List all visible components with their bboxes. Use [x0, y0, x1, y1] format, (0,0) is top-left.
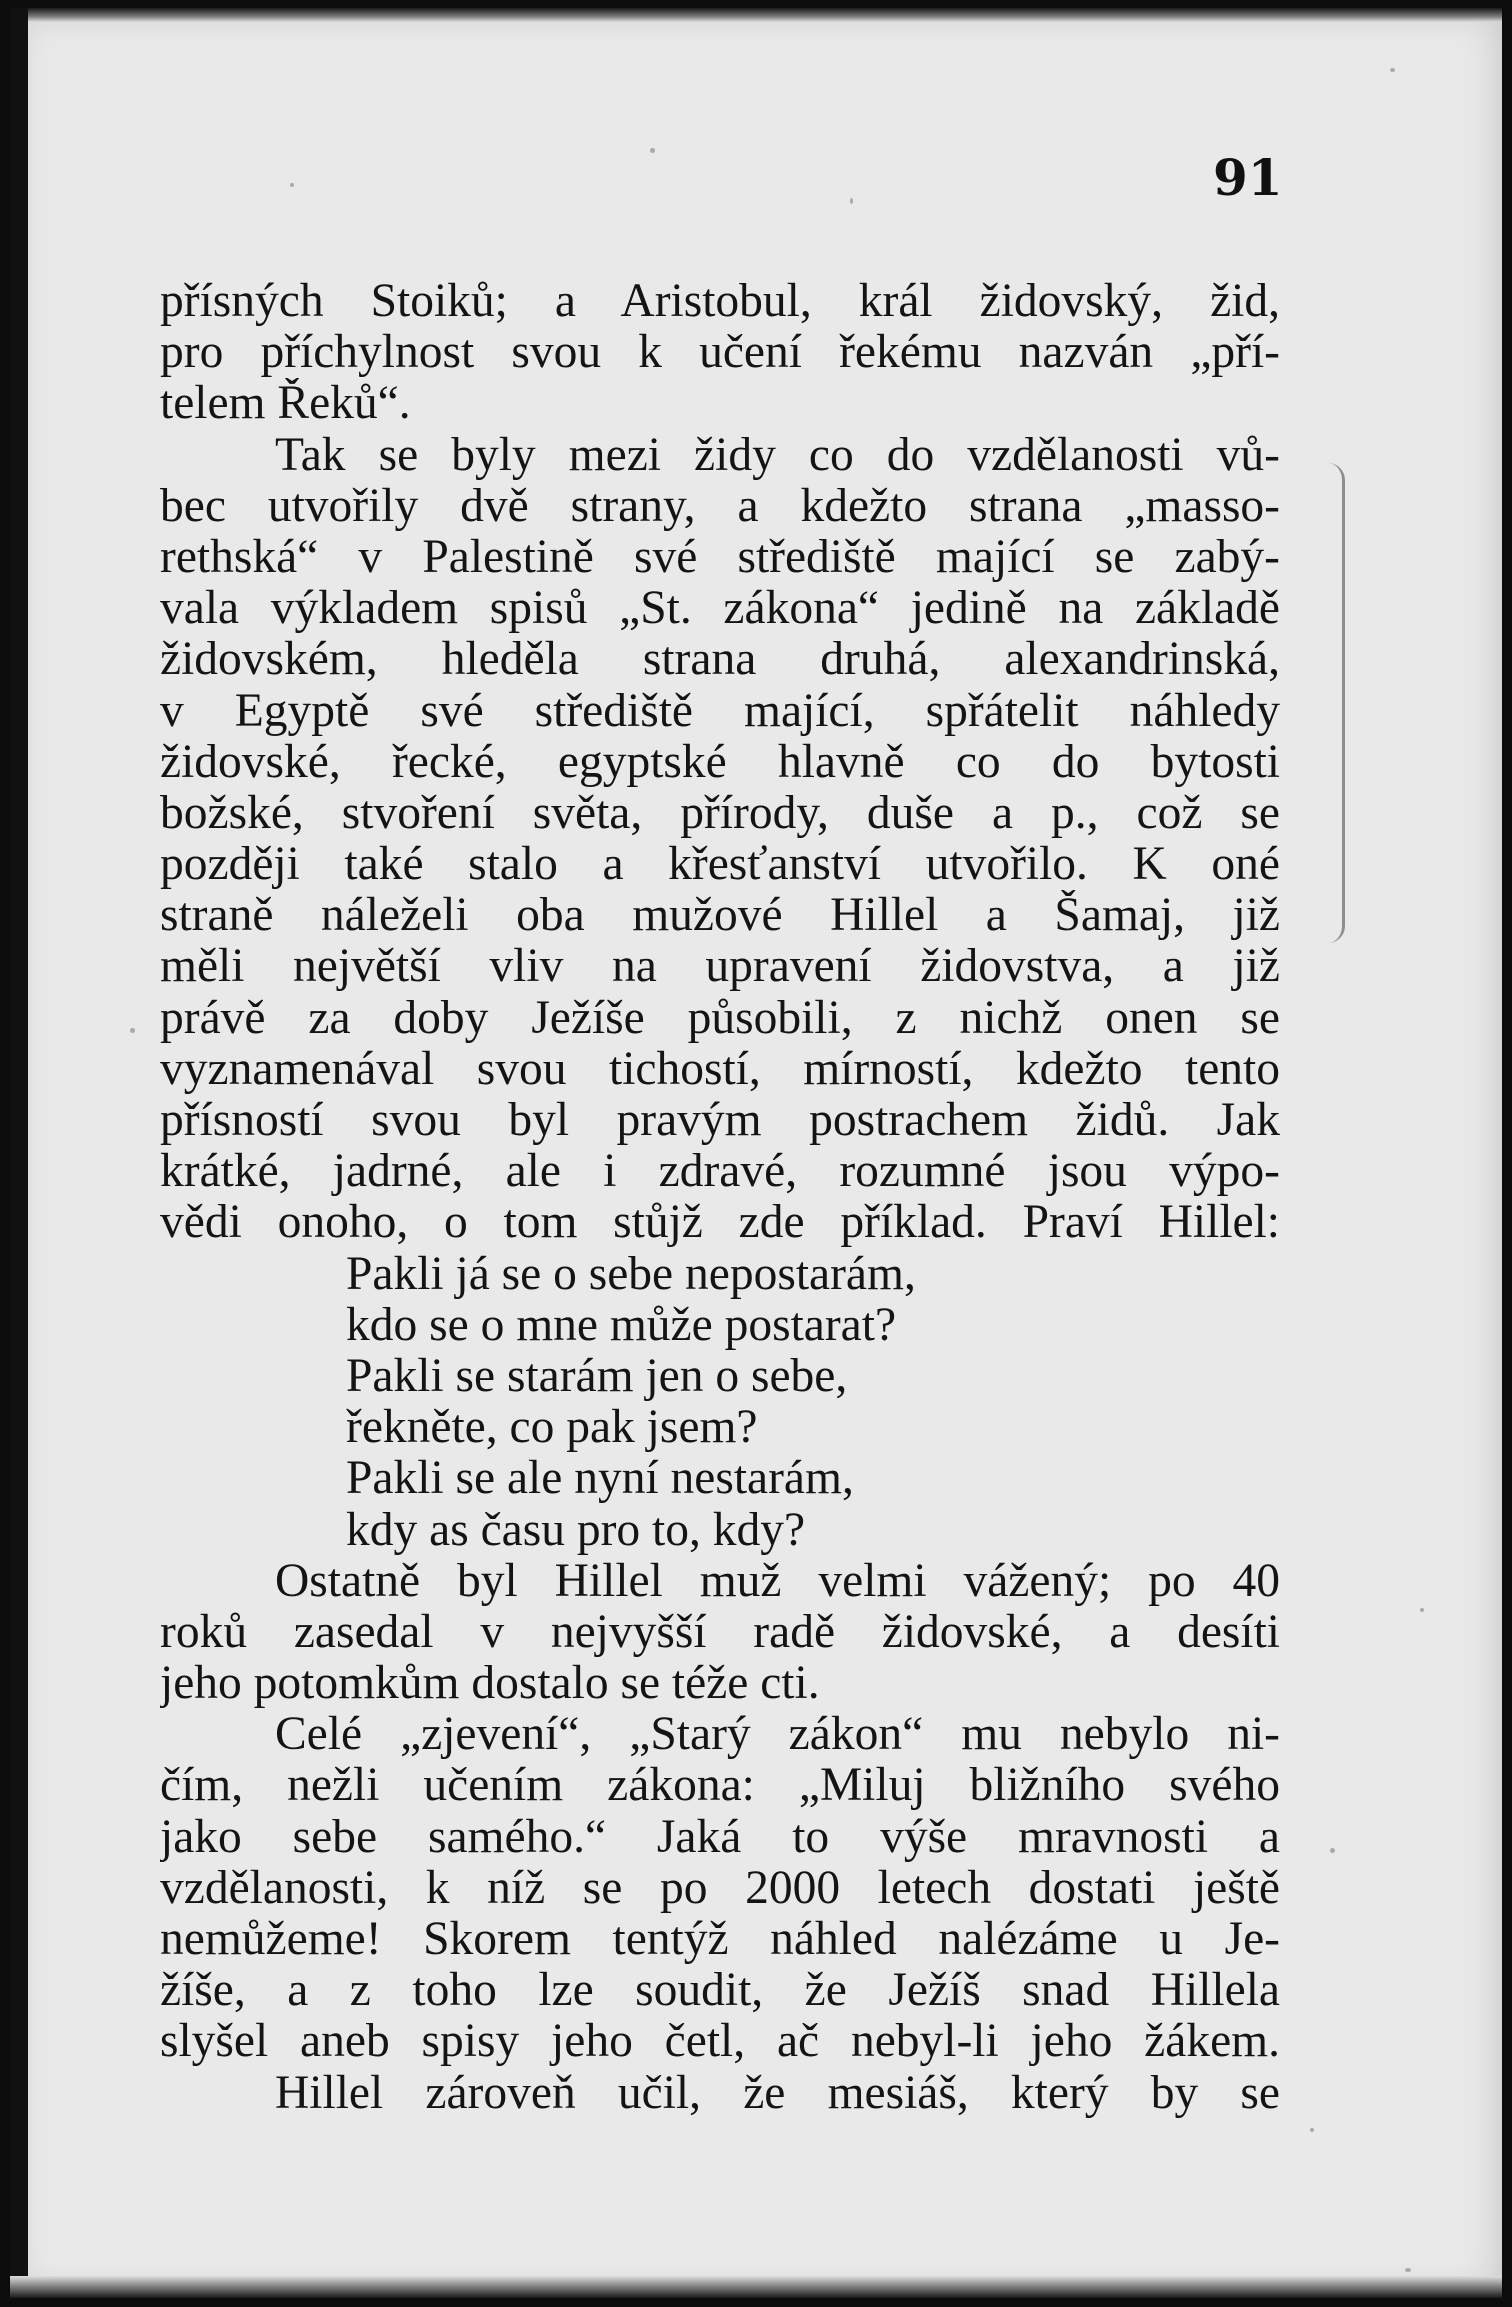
text-line: rethská“ v Palestině své střediště mající se zabý- — [160, 531, 1280, 583]
scanned-page — [10, 8, 1502, 2298]
text-line: nemůžeme! Skorem tentýž náhled nalézáme u Je- — [160, 1914, 1280, 1965]
text-line: Celé „zjevení“, „Starý zákon“ mu nebylo ni- — [275, 1709, 1280, 1761]
text-line: čím, nežli učením zákona: „Miluj bližního svého — [160, 1760, 1280, 1812]
verse-line: řekněte, co pak jsem? — [346, 1402, 758, 1454]
text-line: Ostatně byl Hillel muž velmi vážený; po 40 — [275, 1555, 1280, 1607]
page-binding-edge — [10, 8, 28, 2298]
page-number: 91 — [1213, 148, 1283, 207]
text-line: jako sebe samého.“ Jaká to výše mravnosti a — [160, 1811, 1280, 1863]
text-line: vala výkladem spisů „St. zákona“ jedině na základě — [160, 583, 1280, 635]
body-text — [160, 276, 1280, 2119]
text-line: vyznamenával svou tichostí, mírností, kdežto tento — [160, 1043, 1280, 1095]
text-line: telem Řeků“. — [160, 378, 411, 430]
verse-line: Pakli se ale nyní nestarám, — [346, 1453, 854, 1505]
margin-pencil-mark — [1328, 463, 1345, 943]
verse-line: kdy as času pro to, kdy? — [346, 1504, 806, 1556]
text-line: přísných Stoiků; a Aristobul, král židovský, žid, — [160, 276, 1280, 327]
text-line: vzdělanosti, k níž se po 2000 letech dostati ještě — [160, 1862, 1280, 1914]
text-line: božské, stvoření světa, přírody, duše a p., což se — [160, 787, 1280, 839]
text-line: židovské, řecké, egyptské hlavně co do bytosti — [160, 736, 1280, 788]
text-line: bec utvořily dvě strany, a kdežto strana „masso- — [160, 480, 1280, 532]
text-line: pro příchylnost svou k učení řekému nazván „pří- — [160, 327, 1280, 379]
text-line: židovském, hleděla strana druhá, alexandrinská, — [160, 634, 1280, 686]
text-line: krátké, jadrné, ale i zdravé, rozumné jsou výpo- — [160, 1146, 1280, 1198]
text-line: jeho potomkům dostalo se téže cti. — [160, 1658, 820, 1710]
text-line: v Egyptě své střediště mající, spřátelit náhledy — [160, 685, 1280, 737]
text-line: později také stalo a křesťanství utvořilo. K oné — [160, 839, 1280, 891]
verse-line: Pakli se starám jen o sebe, — [346, 1350, 848, 1402]
text-line: měli největší vliv na upravení židovstva, a již — [160, 941, 1280, 993]
page-top-edge — [10, 8, 1502, 22]
text-line: přísností svou byl pravým postrachem židů. Jak — [160, 1095, 1280, 1146]
text-line: straně náleželi oba mužové Hillel a Šamaj, již — [160, 890, 1280, 942]
text-line: právě za doby Ježíše působili, z nichž onen se — [160, 992, 1280, 1044]
page-bottom-edge — [10, 2276, 1502, 2298]
text-line: roků zasedal v nejvyšší radě židovské, a desíti — [160, 1606, 1280, 1658]
text-line: Tak se byly mezi židy co do vzdělanosti vů- — [275, 429, 1280, 481]
verse-line: kdo se o mne může postarat? — [346, 1299, 897, 1351]
text-line: Hillel zároveň učil, že mesiáš, který by se — [275, 2067, 1280, 2119]
verse-line: Pakli já se o sebe nepostarám, — [346, 1248, 916, 1300]
text-line: vědi onoho, o tom stůjž zde příklad. Praví Hillel: — [160, 1197, 1280, 1249]
text-line: slyšel aneb spisy jeho četl, ač nebyl-li jeho žákem. — [160, 2016, 1280, 2068]
text-line: žíše, a z toho lze soudit, že Ježíš snad Hillela — [160, 1965, 1280, 2017]
